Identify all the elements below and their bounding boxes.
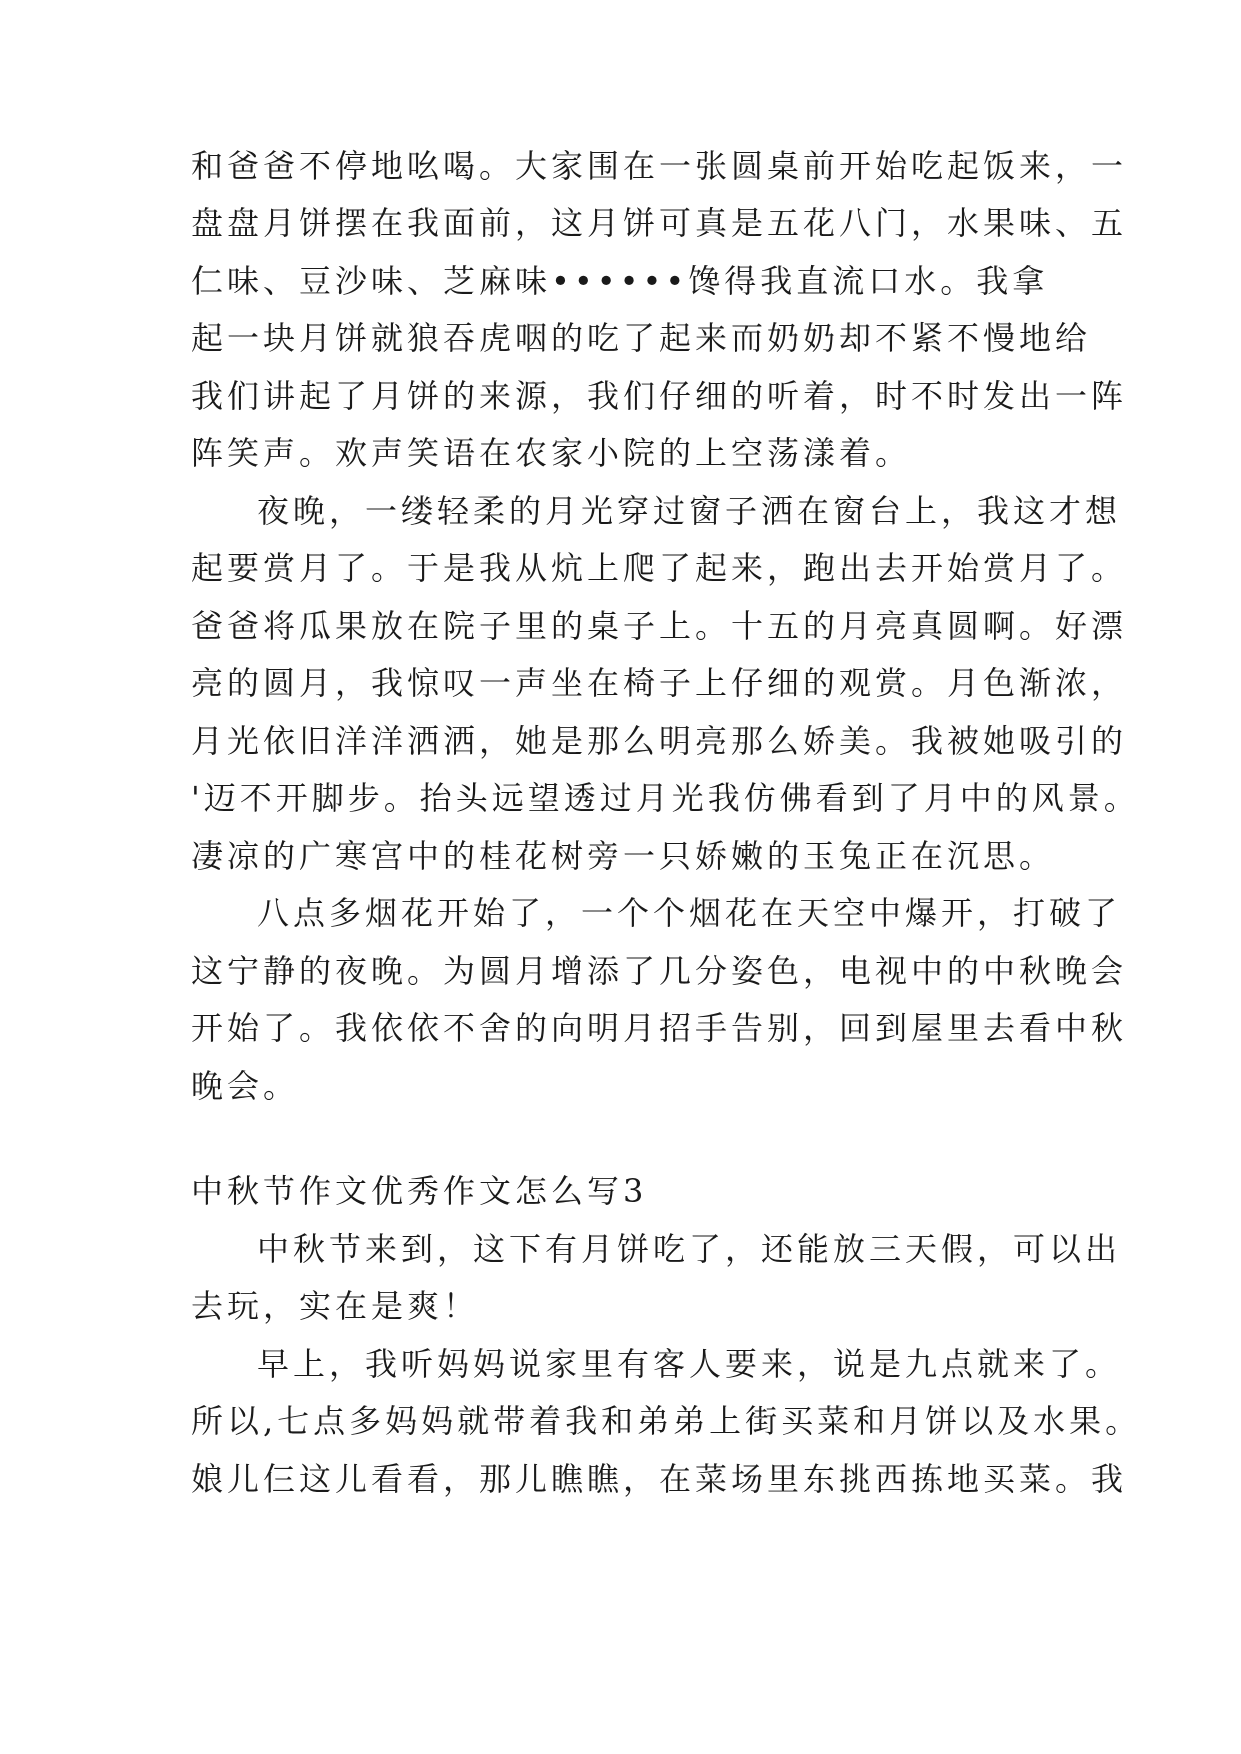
text-line: 去玩，实在是爽！ [191, 1287, 480, 1325]
section-heading: 中秋节作文优秀作文怎么写3 [191, 1172, 648, 1210]
text-line: 这宁静的夜晚。为圆月增添了几分姿色，电视中的中秋晚会 [191, 952, 1128, 990]
text-line: 夜晚，一缕轻柔的月光穿过窗子洒在窗台上，我这才想 [257, 492, 1122, 530]
text-line: 晚会。 [191, 1067, 300, 1105]
text-line: 八点多烟花开始了，一个个烟花在天空中爆开，打破了 [257, 894, 1122, 932]
text-line: 早上，我听妈妈说家里有客人要来，说是九点就来了。 [257, 1345, 1122, 1383]
text-line: 盘盘月饼摆在我面前，这月饼可真是五花八门，水果味、五 [191, 204, 1128, 242]
text-line: 和爸爸不停地吆喝。大家围在一张圆桌前开始吃起饭来，一 [191, 147, 1128, 185]
text-line: 凄凉的广寒宫中的桂花树旁一只娇嫩的玉兔正在沉思。 [191, 837, 1056, 875]
text-line: 月光依旧洋洋洒洒，她是那么明亮那么娇美。我被她吸引的 [191, 722, 1128, 760]
text-line: 所以,七点多妈妈就带着我和弟弟上街买菜和月饼以及水果。 [191, 1402, 1142, 1440]
text-line: 起要赏月了。于是我从炕上爬了起来，跑出去开始赏月了。 [191, 549, 1128, 587]
text-line: 起一块月饼就狼吞虎咽的吃了起来而奶奶却不紧不慢地给 [191, 319, 1092, 357]
text-line: 亮的圆月，我惊叹一声坐在椅子上仔细的观赏。月色渐浓， [191, 664, 1128, 702]
text-line: 开始了。我依依不舍的向明月招手告别，回到屋里去看中秋 [191, 1009, 1128, 1047]
text-line: 爸爸将瓜果放在院子里的桌子上。十五的月亮真圆啊。好漂 [191, 607, 1128, 645]
text-line: 我们讲起了月饼的来源，我们仔细的听着，时不时发出一阵 [191, 377, 1128, 415]
text-line: '迈不开脚步。抬头远望透过月光我仿佛看到了月中的风景。 [191, 779, 1140, 817]
text-line: 阵笑声。欢声笑语在农家小院的上空荡漾着。 [191, 434, 912, 472]
text-line: 仁味、豆沙味、芝麻味••••••馋得我直流口水。我拿 [191, 262, 1049, 300]
text-line: 中秋节来到，这下有月饼吃了，还能放三天假，可以出 [257, 1230, 1122, 1268]
text-line: 娘儿仨这儿看看，那儿瞧瞧，在菜场里东挑西拣地买菜。我 [191, 1460, 1128, 1498]
